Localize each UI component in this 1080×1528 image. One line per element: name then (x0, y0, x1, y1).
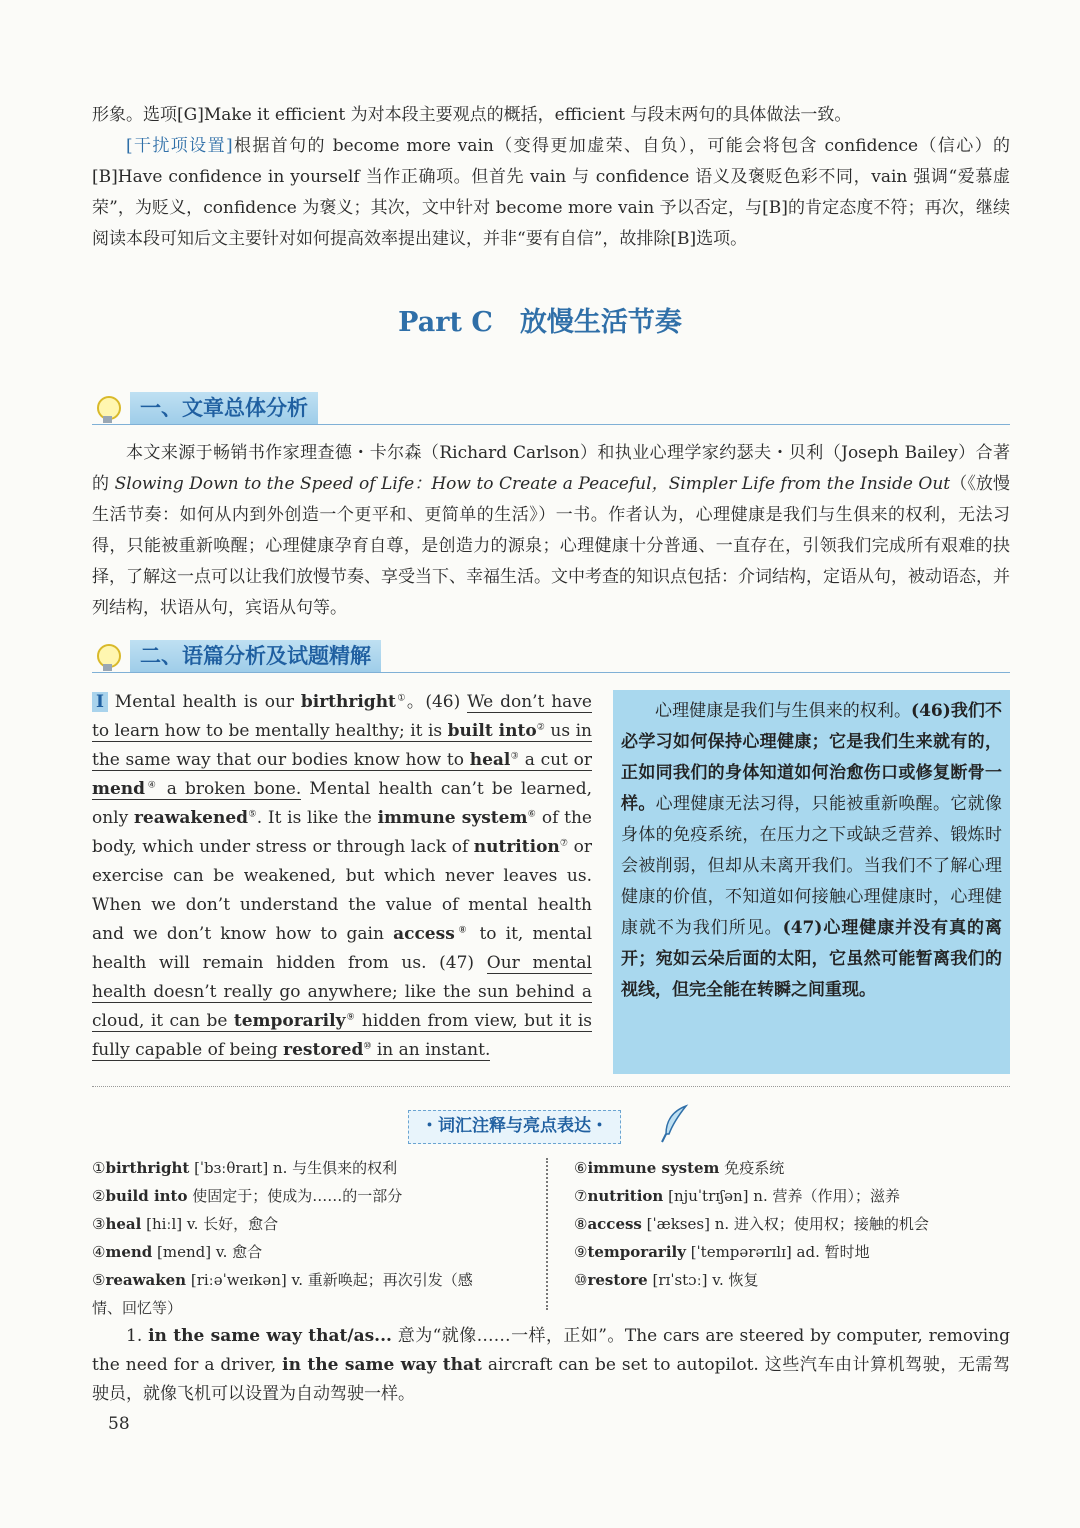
vocab-list-left (92, 1154, 542, 1322)
dotted-divider (92, 1086, 1010, 1087)
part-title: Part C 放慢生活节奏 (398, 307, 682, 338)
english-passage: I Mental health is our birthright①。(46) We don’t have to learn how to be mentally healthy; it is built into② us in the same way that our bodies know how to heal③ a cut or mend④ a broken bone. Mental health can’t be learned, only reawakened⑤. It is like the immune system⑥ of the body, which under stress or through lack of nutrition⑦ or exercise can be weakened, but which never leaves us. When we don’t understand the value of mental health and we don’t know how to gain access⑧ to it, mental health will remain hidden from us. (47) Our mental health doesn’t really go anywhere; like the sun behind a cloud, it can be temporarily⑨ hidden from view, but it is fully capable of being restored⑩ in an instant. (92, 692, 593, 1060)
vocab-item: ⑩restore [rɪˈstɔː] v. 恢复 (574, 1271, 759, 1289)
divider (92, 672, 1010, 673)
vocab-item: ⑤reawaken [riːəˈweɪkən] v. 重新唤起；再次引发（感 (92, 1271, 473, 1289)
vocab-item: ⑥immune system 免疫系统 (574, 1159, 785, 1177)
usage-note: 1. in the same way that/as... 意为“就像……一样，正如”。The cars are steered by computer, removing the need for a driver, in the same way that aircraft can be set to autopilot. 这些汽车由计算机驾驶，无需驾驶员，就像飞机可以设置为自动驾驶一样。 (92, 1326, 1010, 1404)
vocab-list-right (574, 1154, 1010, 1294)
question-46-sentence: We don’t have to learn how to be mentally healthy; it is built into② us in the same way that our bodies know how to heal③ a cut or mend④ a broken bone. (92, 692, 592, 799)
section-header-analysis (92, 638, 381, 674)
divider (92, 424, 1010, 425)
lightbulb-icon (92, 640, 124, 672)
section-header-overview (92, 390, 318, 426)
vocab-item: ③heal [hiːl] v. 长好，愈合 (92, 1215, 279, 1233)
vocab-item: ⑧access [ˈækses] n. 进入权；使用权；接触的机会 (574, 1215, 929, 1233)
vocab-item-continued: 情、回忆等） (92, 1299, 183, 1317)
book-title: Slowing Down to the Speed of Life：How to Create a Peaceful，Simpler Life from the Inside Out (114, 474, 951, 494)
overview-paragraph: 本文来源于畅销书作家理查德・卡尔森（Richard Carlson）和执业心理学家约瑟夫・贝利（Joseph Bailey）合著的 Slowing Down to the Speed of Life：How to Create a Peaceful，Simpler Life from the Inside Out（《放慢生活节奏：如何从内到外创造一个更平和、更简单的生活》）一书。作者认为，心理健康是我们与生俱来的权利，无法习得，只能被重新唤醒；心理健康孕育自尊，是创造力的源泉；心理健康十分普通、一直存在，引领我们完成所有艰难的抉择，了解这一点可以让我们放慢节奏、享受当下、幸福生活。文中考查的知识点包括：介词结构，定语从句，被动语态，并列结构，状语从句，宾语从句等。 (92, 443, 1011, 618)
distractor-text: 根据首句的 become more vain（变得更加虚荣、自负），可能会将包含 confidence（信心）的[B]Have confidence in yourself 当作正确项。但首先 vain 与 confidence 语义及褒贬色彩不同，vain 强调“爱慕虚荣”，为贬义，confidence 为褒义；其次，文中针对 become more vain 予以否定，与[B]的肯定态度不符；再次，继续阅读本段可知后文主要针对如何提高效率提出建议，并非“要有自信”，故排除[B]选项。 (92, 136, 1011, 249)
distractor-tag: [干扰项设置] (126, 136, 233, 156)
paragraph-marker: I (92, 692, 108, 712)
lightbulb-icon (92, 392, 124, 424)
vocab-item: ⑨temporarily [ˈtempərərɪlɪ] ad. 暂时地 (574, 1243, 870, 1261)
vocab-item: ①birthright [ˈbɜːθraɪt] n. 与生俱来的权利 (92, 1159, 398, 1177)
vocab-item: ⑦nutrition [njuˈtrɪʃən] n. 营养（作用）；滋养 (574, 1187, 900, 1205)
vocab-separator (546, 1158, 558, 1310)
section-title: 一、文章总体分析 (130, 392, 318, 424)
page-number: 58 (108, 1414, 130, 1434)
section-title: 二、语篇分析及试题精解 (130, 640, 381, 672)
quill-pen-icon (660, 1104, 690, 1144)
intro-line: 形象。选项[G]Make it efficient 为对本段主要观点的概括，efficient 与段末两句的具体做法一致。 (92, 105, 852, 125)
translation-46: (46)我们不必学习如何保持心理健康；它是我们生来就有的，正如同我们的身体知道如何治愈伤口或修复断骨一样。 (621, 701, 1002, 814)
translation-47: (47)心理健康并没有真的离开；宛如云朵后面的太阳，它虽然可能暂离我们的视线，但完全能在转瞬之间重现。 (621, 918, 1003, 1000)
vocab-item: ②build into 使固定于；使成为……的一部分 (92, 1187, 403, 1205)
question-47-sentence: Our mental health doesn’t really go anywhere; like the sun behind a cloud, it can be temporarily⑨ hidden from view, but it is fully capable of being restored⑩ in an instant. (92, 953, 592, 1060)
intro-paragraph (92, 100, 1010, 255)
vocab-heading: ・词汇注释与亮点表达・ (408, 1110, 621, 1144)
vocab-item: ④mend [mend] v. 愈合 (92, 1243, 263, 1261)
chinese-translation-box: 心理健康是我们与生俱来的权利。(46)我们不必学习如何保持心理健康；它是我们生来就有的，正如同我们的身体知道如何治愈伤口或修复断骨一样。心理健康无法习得，只能被重新唤醒。它就像身体的免疫系统，在压力之下或缺乏营养、锻炼时会被削弱，但却从未离开我们。当我们不了解心理健康的价值，不知道如何接触心理健康时，心理健康就不为我们所见。(47)心理健康并没有真的离开；宛如云朵后面的太阳，它虽然可能暂离我们的视线，但完全能在转瞬之间重现。 (613, 690, 1010, 1074)
